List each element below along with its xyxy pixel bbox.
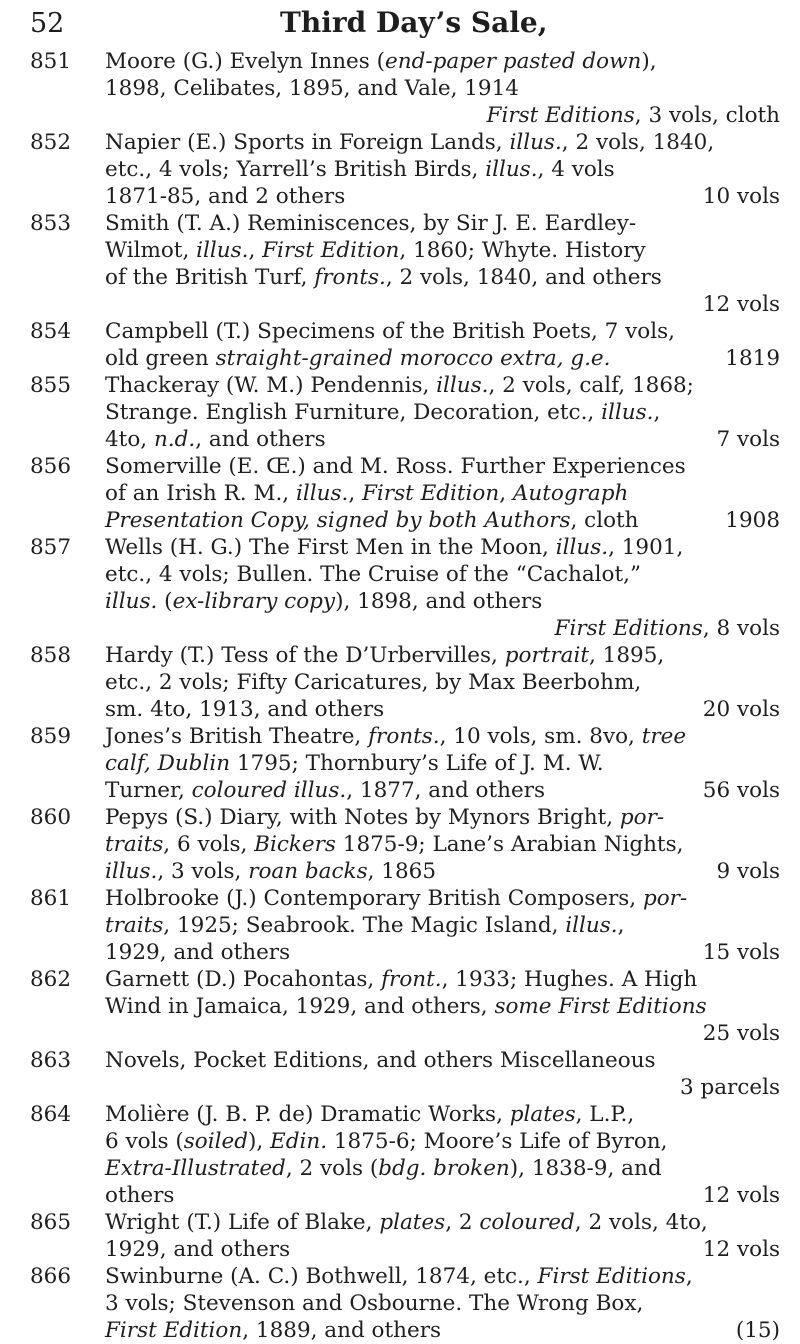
lot-line <box>105 1236 780 1263</box>
lot-line: Thackeray (W. M.) Pendennis, illus., 2 vols, calf, 1868; <box>105 373 694 398</box>
lot-line: traits, 1925; Seabrook. The Magic Island, illus., <box>105 913 625 938</box>
lot-entry <box>30 48 780 129</box>
lot-line: Somerville (E. Œ.) and M. Ross. Further Experiences <box>105 454 686 479</box>
lot-text: 1871-85, and 2 others <box>105 184 346 209</box>
lot-text: First Edition, 1889, and others <box>105 1318 442 1343</box>
lot-line: 6 vols (soiled), Edin. 1875-6; Moore’s Life of Byron, <box>105 1129 668 1154</box>
lot-text: illus., 3 vols, roan backs, 1865 <box>105 859 436 884</box>
lot-line <box>105 696 780 723</box>
lot-line: Wells (H. G.) The First Men in the Moon, illus., 1901, <box>105 535 684 560</box>
lot-entry <box>30 534 780 642</box>
lot-line <box>105 345 780 372</box>
lot-text: 4to, n.d., and others <box>105 427 326 452</box>
lot-number: 857 <box>30 535 72 560</box>
lot-number: 863 <box>30 1048 72 1073</box>
lot-line <box>105 1182 780 1209</box>
lot-line: Campbell (T.) Specimens of the British Poets, 7 vols, <box>105 319 675 344</box>
lot-number: 851 <box>30 49 72 74</box>
lot-entry <box>30 966 780 1047</box>
lot-quantity: 9 vols <box>716 859 780 884</box>
page-number: 52 <box>30 8 65 39</box>
lot-number: 856 <box>30 454 72 479</box>
lot-quantity: 3 parcels <box>679 1075 780 1100</box>
header-title: Third Day’s Sale, <box>280 6 548 39</box>
lot-line: etc., 4 vols; Yarrell’s British Birds, illus., 4 vols <box>105 157 615 182</box>
lot-quantity: 12 vols <box>702 292 780 317</box>
lot-quantity: First Editions, 8 vols <box>554 616 780 641</box>
lot-line: Hardy (T.) Tess of the D’Urbervilles, portrait, 1895, <box>105 643 665 668</box>
lot-quantity: 1908 <box>725 508 780 533</box>
lot-number: 853 <box>30 211 72 236</box>
lot-number: 852 <box>30 130 72 155</box>
lot-number: 859 <box>30 724 72 749</box>
lot-number: 865 <box>30 1210 72 1235</box>
lot-number: 864 <box>30 1102 72 1127</box>
lot-line: etc., 2 vols; Fifty Caricatures, by Max Beerbohm, <box>105 670 642 695</box>
lot-line: 3 vols; Stevenson and Osbourne. The Wrong Box, <box>105 1291 644 1316</box>
lot-line <box>105 426 780 453</box>
page-header <box>30 6 770 46</box>
lot-number: 862 <box>30 967 72 992</box>
lot-quantity: First Editions, 3 vols, cloth <box>486 103 780 128</box>
lot-line: traits, 6 vols, Bickers 1875-9; Lane’s Arabian Nights, <box>105 832 684 857</box>
lot-entry <box>30 1101 780 1209</box>
lot-line <box>105 939 780 966</box>
lot-line <box>105 1317 780 1344</box>
lot-line: Wright (T.) Life of Blake, plates, 2 coloured, 2 vols, 4to, <box>105 1210 708 1235</box>
lot-entry <box>30 642 780 723</box>
lot-entry <box>30 885 780 966</box>
lot-line: Moore (G.) Evelyn Innes (end-paper pasted down), <box>105 49 657 74</box>
lot-entry <box>30 372 780 453</box>
lot-line: Jones’s British Theatre, fronts., 10 vols, sm. 8vo, tree <box>105 724 687 749</box>
lot-line: Extra-Illustrated, 2 vols (bdg. broken), 1838-9, and <box>105 1156 662 1181</box>
lot-line: Strange. English Furniture, Decoration, etc., illus., <box>105 400 661 425</box>
lot-quantity: (15) <box>735 1318 780 1343</box>
lot-text: 1929, and others <box>105 940 291 965</box>
lot-line <box>105 183 780 210</box>
lot-text: 1929, and others <box>105 1237 291 1262</box>
lot-line: 1898, Celibates, 1895, and Vale, 1914 <box>105 76 519 101</box>
lot-line: Swinburne (A. C.) Bothwell, 1874, etc., First Editions, <box>105 1264 693 1289</box>
lot-entry <box>30 804 780 885</box>
lot-line: Smith (T. A.) Reminiscences, by Sir J. E. Eardley- <box>105 211 637 236</box>
lot-line: etc., 4 vols; Bullen. The Cruise of the “Cachalot,” <box>105 562 641 587</box>
lot-text: Presentation Copy, signed by both Authors, cloth <box>105 508 639 533</box>
lot-text: Turner, coloured illus., 1877, and others <box>105 778 546 803</box>
lot-quantity: 25 vols <box>702 1021 780 1046</box>
lot-number: 866 <box>30 1264 72 1289</box>
lot-number: 860 <box>30 805 72 830</box>
lot-list <box>30 48 780 1344</box>
lot-line <box>105 777 780 804</box>
lot-line: calf, Dublin 1795; Thornbury’s Life of J. M. W. <box>105 751 604 776</box>
lot-line: Holbrooke (J.) Contemporary British Composers, por- <box>105 886 688 911</box>
lot-text: others <box>105 1183 175 1208</box>
lot-entry <box>30 1263 780 1344</box>
lot-number: 854 <box>30 319 72 344</box>
lot-line: Novels, Pocket Editions, and others Miscellaneous <box>105 1048 656 1073</box>
lot-quantity: 56 vols <box>702 778 780 803</box>
lot-entry <box>30 723 780 804</box>
lot-line <box>105 858 780 885</box>
lot-line: Garnett (D.) Pocahontas, front., 1933; Hughes. A High <box>105 967 698 992</box>
lot-quantity: 12 vols <box>702 1183 780 1208</box>
lot-line: Napier (E.) Sports in Foreign Lands, illus., 2 vols, 1840, <box>105 130 715 155</box>
lot-number: 858 <box>30 643 72 668</box>
lot-entry <box>30 453 780 534</box>
lot-number: 861 <box>30 886 72 911</box>
lot-entry <box>30 1047 780 1101</box>
lot-text: old green straight-grained morocco extra, g.e. <box>105 346 611 371</box>
lot-line <box>105 507 780 534</box>
lot-line: Wind in Jamaica, 1929, and others, some First Editions <box>105 994 707 1019</box>
lot-quantity: 15 vols <box>702 940 780 965</box>
lot-line: Pepys (S.) Diary, with Notes by Mynors Bright, por- <box>105 805 665 830</box>
lot-quantity: 7 vols <box>716 427 780 452</box>
lot-line: of an Irish R. M., illus., First Edition, Autograph <box>105 481 629 506</box>
lot-quantity: 1819 <box>725 346 780 371</box>
lot-number: 855 <box>30 373 72 398</box>
lot-entry <box>30 129 780 210</box>
lot-entry <box>30 210 780 318</box>
lot-quantity: 20 vols <box>702 697 780 722</box>
lot-line: Wilmot, illus., First Edition, 1860; Whyte. History <box>105 238 646 263</box>
lot-entry <box>30 318 780 372</box>
lot-quantity: 12 vols <box>702 1237 780 1262</box>
lot-line: of the British Turf, fronts., 2 vols, 1840, and others <box>105 265 662 290</box>
lot-line: Molière (J. B. P. de) Dramatic Works, plates, L.P., <box>105 1102 635 1127</box>
lot-quantity: 10 vols <box>702 184 780 209</box>
lot-line: illus. (ex-library copy), 1898, and others <box>105 589 543 614</box>
lot-text: sm. 4to, 1913, and others <box>105 697 385 722</box>
lot-entry <box>30 1209 780 1263</box>
